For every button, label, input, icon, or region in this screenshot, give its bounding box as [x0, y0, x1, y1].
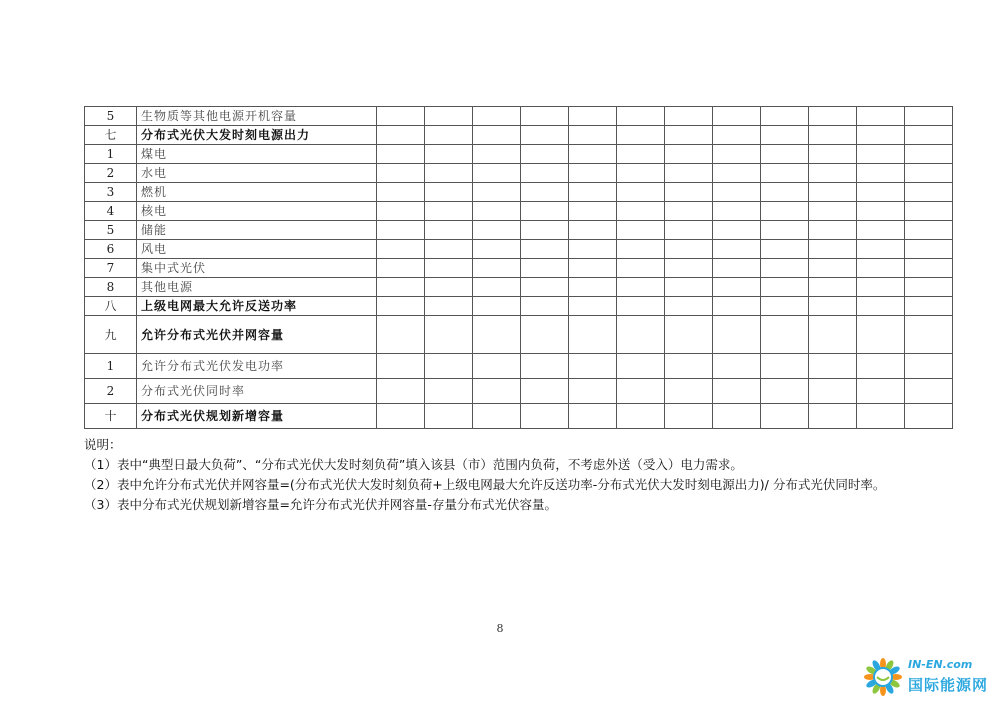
table-row — [85, 164, 953, 183]
empty-cell — [569, 221, 617, 240]
empty-cell — [473, 183, 521, 202]
row-number: 七 — [85, 126, 137, 145]
empty-cell — [665, 126, 713, 145]
empty-cell — [473, 221, 521, 240]
table-row — [85, 221, 953, 240]
row-label: 核电 — [137, 202, 377, 221]
empty-cell — [569, 354, 617, 379]
empty-cell — [617, 221, 665, 240]
row-number: 1 — [85, 145, 137, 164]
empty-cell — [425, 107, 473, 126]
empty-cell — [857, 316, 905, 354]
empty-cell — [425, 316, 473, 354]
empty-cell — [713, 316, 761, 354]
empty-cell — [809, 202, 857, 221]
empty-cell — [761, 221, 809, 240]
empty-cell — [425, 240, 473, 259]
empty-cell — [665, 316, 713, 354]
empty-cell — [761, 240, 809, 259]
empty-cell — [473, 297, 521, 316]
empty-cell — [761, 316, 809, 354]
empty-cell — [569, 107, 617, 126]
row-number: 8 — [85, 278, 137, 297]
empty-cell — [521, 126, 569, 145]
empty-cell — [857, 240, 905, 259]
empty-cell — [809, 126, 857, 145]
row-number: 2 — [85, 164, 137, 183]
empty-cell — [569, 379, 617, 404]
empty-cell — [905, 145, 953, 164]
empty-cell — [905, 107, 953, 126]
empty-cell — [761, 404, 809, 429]
empty-cell — [617, 297, 665, 316]
empty-cell — [521, 183, 569, 202]
empty-cell — [761, 145, 809, 164]
row-number: 7 — [85, 259, 137, 278]
empty-cell — [905, 278, 953, 297]
empty-cell — [713, 183, 761, 202]
empty-cell — [473, 164, 521, 183]
empty-cell — [809, 297, 857, 316]
empty-cell — [473, 259, 521, 278]
row-number: 十 — [85, 404, 137, 429]
empty-cell — [761, 202, 809, 221]
empty-cell — [713, 221, 761, 240]
row-number: 九 — [85, 316, 137, 354]
empty-cell — [377, 240, 425, 259]
sun-flower-logo-icon — [862, 656, 904, 698]
empty-cell — [521, 164, 569, 183]
empty-cell — [665, 379, 713, 404]
empty-cell — [569, 164, 617, 183]
empty-cell — [905, 379, 953, 404]
empty-cell — [425, 404, 473, 429]
empty-cell — [473, 354, 521, 379]
table-row — [85, 259, 953, 278]
empty-cell — [809, 379, 857, 404]
empty-cell — [377, 126, 425, 145]
row-label: 上级电网最大允许反送功率 — [137, 297, 377, 316]
empty-cell — [905, 297, 953, 316]
empty-cell — [905, 164, 953, 183]
row-label: 燃机 — [137, 183, 377, 202]
row-label: 其他电源 — [137, 278, 377, 297]
table-row — [85, 278, 953, 297]
empty-cell — [473, 379, 521, 404]
empty-cell — [521, 354, 569, 379]
empty-cell — [617, 202, 665, 221]
empty-cell — [761, 259, 809, 278]
empty-cell — [377, 183, 425, 202]
empty-cell — [905, 221, 953, 240]
empty-cell — [905, 404, 953, 429]
note-item-3: （3）表中分布式光伏规划新增容量=允许分布式光伏并网容量-存量分布式光伏容量。 — [84, 497, 557, 512]
row-label: 允许分布式光伏并网容量 — [137, 316, 377, 354]
empty-cell — [809, 278, 857, 297]
empty-cell — [905, 316, 953, 354]
empty-cell — [473, 404, 521, 429]
empty-cell — [473, 278, 521, 297]
empty-cell — [569, 297, 617, 316]
empty-cell — [809, 183, 857, 202]
empty-cell — [377, 297, 425, 316]
empty-cell — [665, 107, 713, 126]
empty-cell — [425, 278, 473, 297]
empty-cell — [569, 145, 617, 164]
empty-cell — [857, 202, 905, 221]
row-number: 5 — [85, 221, 137, 240]
row-label: 集中式光伏 — [137, 259, 377, 278]
empty-cell — [905, 202, 953, 221]
empty-cell — [569, 240, 617, 259]
empty-cell — [569, 126, 617, 145]
empty-cell — [665, 240, 713, 259]
empty-cell — [617, 107, 665, 126]
empty-cell — [713, 202, 761, 221]
empty-cell — [713, 107, 761, 126]
row-number: 6 — [85, 240, 137, 259]
empty-cell — [617, 126, 665, 145]
table-row — [85, 404, 953, 429]
row-number: 1 — [85, 354, 137, 379]
empty-cell — [905, 126, 953, 145]
row-label: 分布式光伏同时率 — [137, 379, 377, 404]
row-label: 风电 — [137, 240, 377, 259]
empty-cell — [761, 354, 809, 379]
empty-cell — [713, 164, 761, 183]
empty-cell — [761, 379, 809, 404]
empty-cell — [521, 379, 569, 404]
table-row — [85, 202, 953, 221]
empty-cell — [521, 202, 569, 221]
empty-cell — [857, 354, 905, 379]
empty-cell — [569, 202, 617, 221]
empty-cell — [713, 126, 761, 145]
empty-cell — [809, 404, 857, 429]
empty-cell — [905, 259, 953, 278]
empty-cell — [761, 164, 809, 183]
empty-cell — [569, 183, 617, 202]
empty-cell — [905, 240, 953, 259]
row-number: 2 — [85, 379, 137, 404]
empty-cell — [425, 126, 473, 145]
empty-cell — [377, 379, 425, 404]
watermark-logo — [862, 650, 992, 700]
empty-cell — [617, 259, 665, 278]
empty-cell — [809, 240, 857, 259]
empty-cell — [425, 164, 473, 183]
empty-cell — [521, 278, 569, 297]
empty-cell — [857, 164, 905, 183]
empty-cell — [857, 297, 905, 316]
empty-cell — [713, 145, 761, 164]
empty-cell — [473, 107, 521, 126]
empty-cell — [425, 354, 473, 379]
empty-cell — [425, 145, 473, 164]
empty-cell — [521, 259, 569, 278]
empty-cell — [665, 221, 713, 240]
row-label: 分布式光伏大发时刻电源出力 — [137, 126, 377, 145]
logo-english-text: IN-EN.com — [908, 658, 973, 671]
empty-cell — [377, 202, 425, 221]
empty-cell — [377, 259, 425, 278]
row-number: 4 — [85, 202, 137, 221]
empty-cell — [761, 107, 809, 126]
row-number: 5 — [85, 107, 137, 126]
empty-cell — [425, 259, 473, 278]
empty-cell — [569, 259, 617, 278]
empty-cell — [809, 316, 857, 354]
table-row — [85, 297, 953, 316]
empty-cell — [377, 404, 425, 429]
empty-cell — [857, 379, 905, 404]
empty-cell — [665, 354, 713, 379]
empty-cell — [857, 183, 905, 202]
empty-cell — [905, 354, 953, 379]
row-label: 生物质等其他电源开机容量 — [137, 107, 377, 126]
empty-cell — [617, 240, 665, 259]
empty-cell — [377, 221, 425, 240]
empty-cell — [377, 107, 425, 126]
table-row — [85, 240, 953, 259]
empty-cell — [761, 297, 809, 316]
empty-cell — [617, 278, 665, 297]
empty-cell — [569, 278, 617, 297]
empty-cell — [713, 354, 761, 379]
empty-cell — [761, 278, 809, 297]
empty-cell — [857, 107, 905, 126]
row-number: 3 — [85, 183, 137, 202]
row-label: 允许分布式光伏发电功率 — [137, 354, 377, 379]
empty-cell — [713, 297, 761, 316]
empty-cell — [665, 259, 713, 278]
empty-cell — [665, 183, 713, 202]
table-row — [85, 107, 953, 126]
empty-cell — [905, 183, 953, 202]
empty-cell — [617, 183, 665, 202]
empty-cell — [713, 240, 761, 259]
empty-cell — [473, 240, 521, 259]
empty-cell — [665, 297, 713, 316]
empty-cell — [665, 164, 713, 183]
empty-cell — [521, 404, 569, 429]
table-row — [85, 145, 953, 164]
empty-cell — [521, 221, 569, 240]
empty-cell — [521, 297, 569, 316]
empty-cell — [425, 379, 473, 404]
empty-cell — [713, 278, 761, 297]
empty-cell — [521, 316, 569, 354]
data-table — [84, 106, 953, 429]
row-label: 水电 — [137, 164, 377, 183]
empty-cell — [521, 107, 569, 126]
empty-cell — [713, 379, 761, 404]
empty-cell — [473, 126, 521, 145]
empty-cell — [857, 278, 905, 297]
logo-chinese-text: 国际能源网 — [908, 676, 989, 694]
empty-cell — [425, 202, 473, 221]
table-row — [85, 354, 953, 379]
empty-cell — [617, 404, 665, 429]
empty-cell — [857, 145, 905, 164]
notes-section — [84, 435, 934, 515]
empty-cell — [377, 145, 425, 164]
empty-cell — [473, 316, 521, 354]
empty-cell — [665, 202, 713, 221]
empty-cell — [569, 316, 617, 354]
empty-cell — [521, 145, 569, 164]
empty-cell — [617, 164, 665, 183]
table-row — [85, 316, 953, 354]
empty-cell — [377, 316, 425, 354]
table-row — [85, 126, 953, 145]
table-row — [85, 379, 953, 404]
empty-cell — [857, 126, 905, 145]
empty-cell — [809, 107, 857, 126]
empty-cell — [761, 126, 809, 145]
row-label: 分布式光伏规划新增容量 — [137, 404, 377, 429]
empty-cell — [569, 404, 617, 429]
empty-cell — [857, 259, 905, 278]
notes-title: 说明： — [84, 437, 122, 452]
empty-cell — [665, 145, 713, 164]
note-item-1: （1）表中“典型日最大负荷”、“分布式光伏大发时刻负荷”填入该县（市）范围内负荷，不考虑外送（受入）电力需求。 — [84, 457, 743, 472]
empty-cell — [761, 183, 809, 202]
empty-cell — [617, 354, 665, 379]
page-number: 8 — [496, 622, 504, 635]
empty-cell — [425, 297, 473, 316]
empty-cell — [377, 354, 425, 379]
empty-cell — [713, 259, 761, 278]
empty-cell — [665, 404, 713, 429]
empty-cell — [377, 278, 425, 297]
empty-cell — [809, 145, 857, 164]
empty-cell — [377, 164, 425, 183]
empty-cell — [425, 183, 473, 202]
empty-cell — [473, 145, 521, 164]
empty-cell — [473, 202, 521, 221]
empty-cell — [857, 221, 905, 240]
empty-cell — [809, 259, 857, 278]
empty-cell — [425, 221, 473, 240]
empty-cell — [809, 164, 857, 183]
empty-cell — [521, 240, 569, 259]
note-item-2: （2）表中允许分布式光伏并网容量=(分布式光伏大发时刻负荷+上级电网最大允许反送功率-分布式光伏大发时刻电源出力)/ 分布式光伏同时率。 — [84, 477, 886, 492]
row-label: 储能 — [137, 221, 377, 240]
table-row — [85, 183, 953, 202]
empty-cell — [665, 278, 713, 297]
empty-cell — [617, 145, 665, 164]
empty-cell — [857, 404, 905, 429]
empty-cell — [809, 354, 857, 379]
empty-cell — [809, 221, 857, 240]
empty-cell — [713, 404, 761, 429]
row-label: 煤电 — [137, 145, 377, 164]
empty-cell — [617, 379, 665, 404]
row-number: 八 — [85, 297, 137, 316]
empty-cell — [617, 316, 665, 354]
